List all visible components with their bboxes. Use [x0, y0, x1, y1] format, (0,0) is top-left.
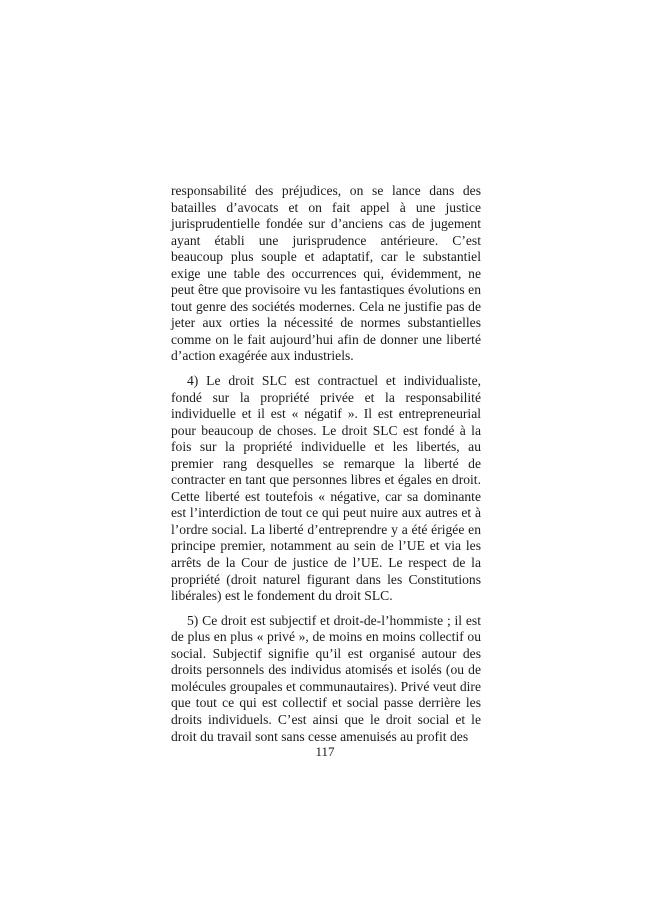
- paragraph-point-5: 5) Ce droit est subjectif et droit-de-l’hommiste ; il est de plus en plus « privé », de moins en moins collectif ou social. Subjectif signifie qu’il est organisé autour des droits personnels des individus atomisés et isolés (ou de molécules groupales et communautaires). Privé veut dire que tout ce qui est collectif et social passe derrière les droits individuels. C’est ainsi que le droit social et le droit du travail sont sans cesse amenuisés au profit des: [171, 612, 481, 744]
- paragraph-point-4: 4) Le droit SLC est contractuel et individualiste, fondé sur la propriété privée et la responsabilité individuelle et il est « négatif ». Il est entrepreneurial pour beaucoup de choses. Le droit SLC est fondé à la fois sur la propriété individuelle et les libertés, au premier rang desquelles se remarque la liberté de contracter en tant que personnes libres et égales en droit. Cette liberté est toutefois « négative, car sa dominante est l’interdiction de tout ce qui peut nuire aux autres et à l’ordre social. La liberté d’entreprendre y a été érigée en principe premier, notamment au sein de l’UE et via les arrêts de la Cour de justice de l’UE. Le respect de la propriété (droit naturel figurant dans les Constitutions libérales) est le fondement du droit SLC.: [171, 373, 481, 604]
- page-number: 117: [315, 744, 335, 759]
- body-text: [171, 183, 481, 745]
- paragraph-continuation: responsabilité des préjudices, on se lance dans des batailles d’avocats et on fait appel à une justice jurisprudentielle fondée sur d’anciens cas de jugement ayant établi une jurisprudence antérieure. C’est beaucoup plus souple et adaptatif, car le substantiel exige une table des occurrences qui, évidemment, ne peut être que provisoire vu les fantastiques évolutions en tout genre des sociétés modernes. Cela ne justifie pas de jeter aux orties la nécessité de normes substantielles comme on le fait aujourd’hui afin de donner une liberté d’action exagérée aux industriels.: [171, 183, 481, 364]
